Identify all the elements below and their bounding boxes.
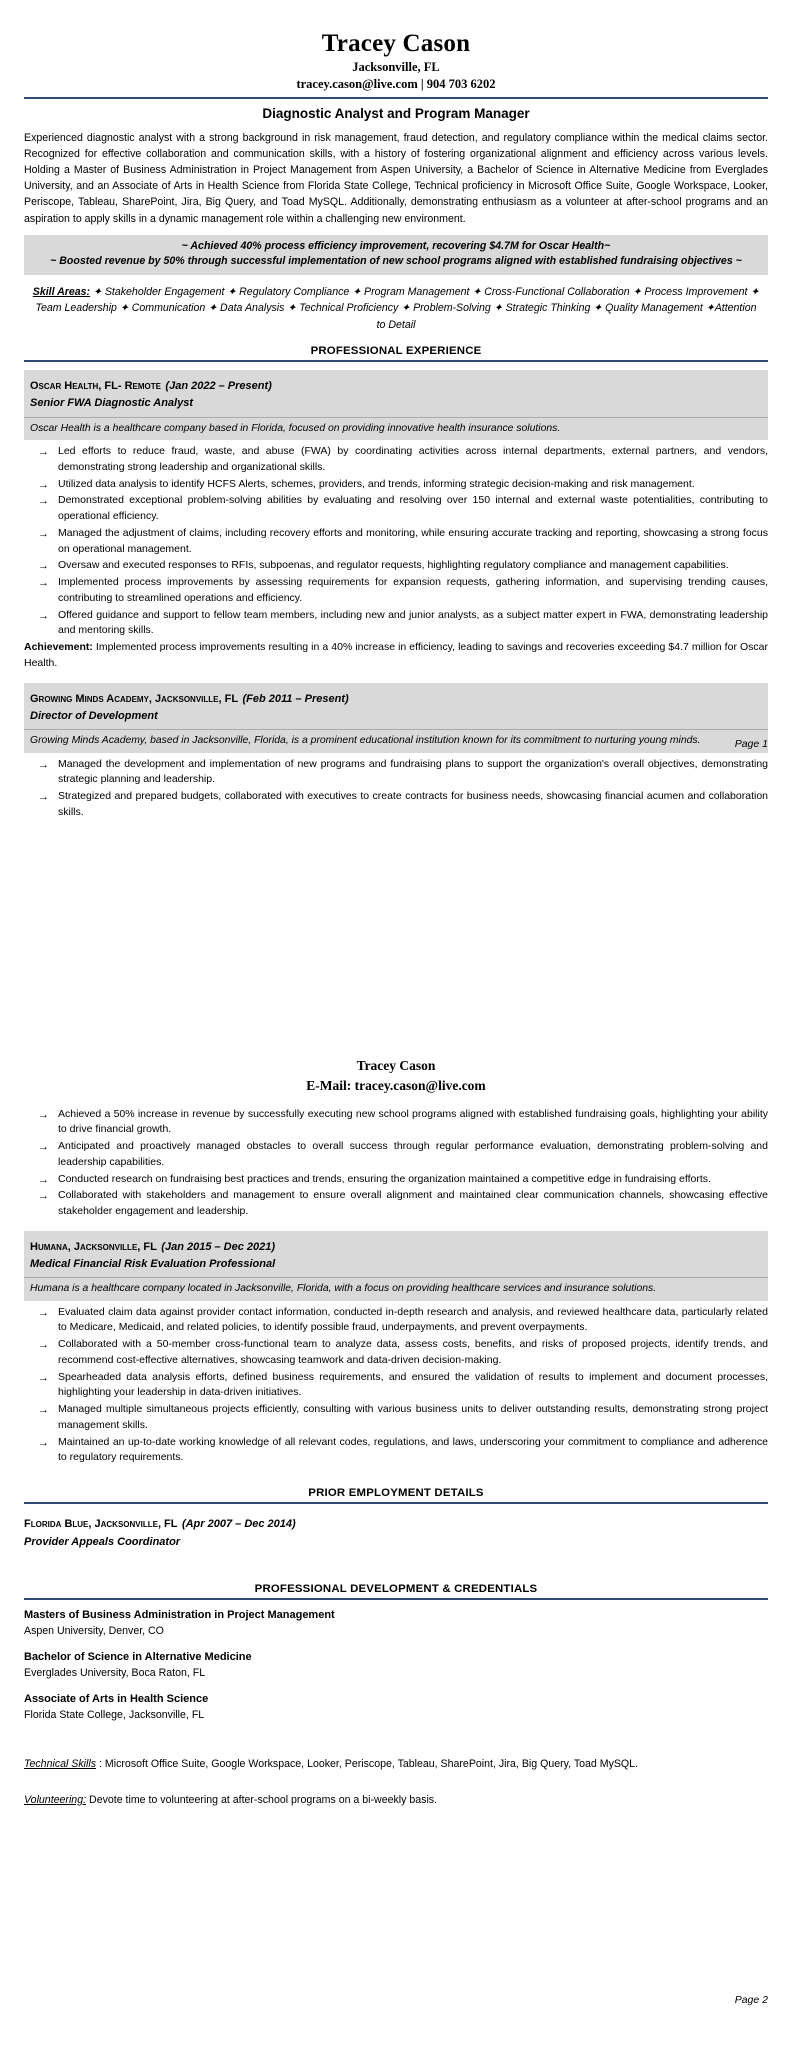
job-dates: (Jan 2015 – Dec 2021) — [161, 1240, 276, 1253]
arrow-icon: → — [38, 478, 49, 491]
arrow-icon: → — [38, 446, 49, 459]
page-footer: Page 2 — [734, 1994, 768, 2006]
page2-email: E-Mail: tracey.cason@live.com — [306, 1078, 486, 1094]
arrow-icon: → — [38, 1173, 49, 1186]
job-title: Medical Financial Risk Evaluation Professional — [30, 1257, 276, 1270]
job-company: Humana, Jacksonville, FL — [30, 1240, 157, 1253]
job-bullet — [24, 493, 768, 525]
job-bullet-text: Achieved a 50% increase in revenue by successfully executing new school programs aligned with established fundraising goals, highlighting your ability to drive financial growth. — [58, 1107, 768, 1136]
skill-areas-list: ✦ Stakeholder Engagement ✦ Regulatory Compliance ✦ Program Management ✦ Cross-Functional Collaboration ✦ Process Improvement ✦ Team Leadership ✦ Communication ✦ Data Analysis ✦ Technical Proficiency ✦ Problem-Solving ✦ Strategic Thinking ✦ Quality Management ✦Attention to Detail — [35, 286, 760, 331]
section-title-prior-employment: PRIOR EMPLOYMENT DETAILS — [308, 1487, 484, 1500]
job-bullet — [24, 757, 768, 789]
arrow-icon: → — [38, 1371, 49, 1384]
arrow-icon: → — [38, 1190, 49, 1203]
credential-degree: Bachelor of Science in Alternative Medicine — [24, 1651, 252, 1664]
arrow-icon: → — [38, 527, 49, 540]
job-bullet — [24, 1337, 768, 1369]
job-bullet-list — [24, 757, 768, 821]
job-header — [24, 1231, 768, 1278]
credential-entry — [24, 1650, 768, 1681]
continued-bullet-list — [24, 1107, 768, 1220]
arrow-icon: → — [38, 791, 49, 803]
resume-page-1 — [0, 0, 792, 1000]
header-divider — [24, 97, 768, 99]
skill-areas-label: Skill Areas: — [32, 286, 91, 299]
skill-areas — [24, 284, 768, 333]
job-bullet-list — [24, 444, 768, 639]
technical-skills-value: : Microsoft Office Suite, Google Workspace, Looker, Periscope, Tableau, SharePoint, Jira, Big Query, Toad MySQL. — [99, 1757, 639, 1770]
arrow-icon: → — [38, 1339, 49, 1352]
job-company: Oscar Health, FL- Remote — [30, 380, 161, 393]
job-entry — [24, 370, 768, 671]
job-bullet — [24, 1435, 768, 1467]
job-bullet-text: Oversaw and executed responses to RFIs, subpoenas, and regulator requests, highlighting regulatory compliance and management capabilities. — [58, 559, 729, 572]
job-bullet — [24, 444, 768, 476]
job-bullet-text: Demonstrated exceptional problem-solving abilities by evaluating and resolving over 150 internal and external waste potentialities, contributing to operational efficiency. — [58, 494, 768, 523]
credential-school: Everglades University, Boca Raton, FL — [24, 1667, 206, 1680]
job-bullet — [24, 608, 768, 640]
page-footer: Page 1 — [734, 738, 768, 750]
job-dates: (Apr 2007 – Dec 2014) — [181, 1518, 296, 1531]
job-bullet — [24, 1107, 768, 1139]
job-bullet — [24, 1139, 768, 1171]
job-bullet — [24, 789, 768, 821]
section-title-credentials: PROFESSIONAL DEVELOPMENT & CREDENTIALS — [254, 1582, 538, 1595]
credential-entry — [24, 1608, 768, 1639]
job-bullet-text: Implemented process improvements by assessing requirements for expansion requests, gathering information, and supervising trending causes, contributing to streamlined operations and efficiency. — [58, 576, 768, 604]
job-title: Director of Development — [30, 709, 158, 722]
page2-header — [24, 1056, 768, 1097]
arrow-icon: → — [38, 1306, 49, 1319]
section-divider-credentials — [24, 1598, 768, 1600]
job-bullet-text: Conducted research on fundraising best practices and trends, ensuring the organization maintained a competitive edge in fundraising efforts. — [58, 1172, 711, 1185]
job-bullet-text: Collaborated with a 50-member cross-functional team to analyze data, assess costs, benefits, and risks of proposed projects, identify trends, and recommend cost-effective alternatives, showcasing teamwork and data-driven decision-making. — [58, 1338, 768, 1366]
key-achievement-item: ~ Achieved 40% process efficiency improvement, recovering $4.7M for Oscar Health~ — [181, 239, 611, 252]
arrow-icon: → — [38, 758, 49, 771]
job-title: Senior FWA Diagnostic Analyst — [30, 397, 193, 410]
job-bullet-text: Managed multiple simultaneous projects efficiently, consulting with various business units to deliver outstanding results, demonstrating strong project management skills. — [58, 1403, 768, 1431]
volunteering-row — [24, 1793, 768, 1809]
credential-degree: Associate of Arts in Health Science — [24, 1693, 209, 1706]
technical-skills-row — [24, 1757, 768, 1773]
job-bullet — [24, 1305, 768, 1337]
job-achievement-label: Achievement: — [24, 641, 93, 654]
section-divider-experience — [24, 360, 768, 362]
credential-school: Aspen University, Denver, CO — [24, 1624, 164, 1637]
job-bullet-text: Collaborated with stakeholders and management to ensure overall alignment and maintained clear communication channels, showcasing effective stakeholder engagement and leadership. — [58, 1189, 768, 1217]
job-bullet-text: Managed the adjustment of claims, including recovery efforts and monitoring, while ensuring accurate tracking and reporting, showcasing a strong focus on operational management. — [58, 526, 768, 555]
job-dates: (Jan 2022 – Present) — [165, 380, 272, 393]
job-bullet — [24, 575, 768, 607]
job-description: Humana is a healthcare company located in Jacksonville, Florida, with a focus on providing healthcare services and insurance solutions. — [24, 1278, 768, 1301]
job-description: Oscar Health is a healthcare company based in Florida, focused on providing innovative health insurance solutions. — [24, 418, 768, 441]
page2-candidate-name: Tracey Cason — [356, 1058, 436, 1073]
job-achievement-text: Implemented process improvements resulting in a 40% increase in efficiency, leading to savings and recoveries exceeding $4.7 million for Oscar Health. — [24, 641, 768, 669]
arrow-icon: → — [38, 1141, 49, 1153]
job-bullet-text: Utilized data analysis to identify HCFS Alerts, schemes, providers, and trends, informing strategic decision-making and risk management. — [58, 477, 695, 490]
job-bullet-text: Managed the development and implementation of new programs and fundraising plans to support the organization's overall objectives, demonstrating strategic planning and leadership. — [58, 757, 768, 786]
job-bullet-text: Maintained an up-to-date working knowledge of all relevant codes, regulations, and laws, underscoring your commitment to compliance and adherence to regulatory requirements. — [58, 1435, 768, 1464]
key-achievement-item: ~ Boosted revenue by 50% through successful implementation of new school programs aligned with established fundraising objectives ~ — [50, 255, 742, 268]
prior-job-entry — [24, 1512, 768, 1550]
resume-page-2 — [0, 1000, 792, 2048]
professional-summary: Experienced diagnostic analyst with a strong background in risk management, fraud detection, and regulatory compliance within the medical claims sector. Recognized for effective collaboration and communication skills, with a history of fostering organizational alignment and efficiency across various levels. Holding a Master of Business Administration in Project Management from Aspen University, a Bachelor of Science in Alternative Medicine from Everglades University, and an Associate of Arts in Health Science from Florida State College, Technical proficiency in Microsoft Office Suite, Google Workspace, Looker, Periscope, Tableau, SharePoint, Jira, Big Query, and Toad MySQL. Additionally, demonstrating enthusiasm as a volunteer at after-school programs and an aspiration to apply skills in a dynamic management role within a challenging new environment. — [24, 131, 768, 225]
technical-skills-label: Technical Skills — [24, 1757, 97, 1770]
job-dates: (Feb 2011 – Present) — [242, 692, 349, 705]
job-achievement — [24, 640, 768, 672]
candidate-headline: Diagnostic Analyst and Program Manager — [262, 105, 530, 121]
arrow-icon: → — [38, 1404, 49, 1417]
volunteering-label: Volunteering: — [24, 1793, 87, 1806]
job-bullet-text: Spearheaded data analysis efforts, defined business requirements, and ensured the validation of results to implement and document processes, highlighting your leadership in data-driven initiatives. — [58, 1370, 768, 1399]
section-title-experience: PROFESSIONAL EXPERIENCE — [310, 345, 482, 358]
arrow-icon: → — [38, 1108, 49, 1121]
job-bullet — [24, 477, 768, 493]
resume-header — [24, 30, 768, 121]
key-achievements-box — [24, 235, 768, 275]
job-bullet — [24, 1188, 768, 1220]
job-description: Growing Minds Academy, based in Jacksonville, Florida, is a prominent educational institution known for its commitment to nurturing young minds. — [24, 730, 768, 753]
job-company: Florida Blue, Jacksonville, FL — [24, 1518, 178, 1531]
job-bullet — [24, 1172, 768, 1188]
job-entry — [24, 1231, 768, 1466]
job-title: Provider Appeals Coordinator — [24, 1535, 181, 1548]
arrow-icon: → — [38, 560, 49, 573]
job-header — [24, 370, 768, 417]
job-bullet — [24, 1370, 768, 1402]
candidate-name: Tracey Cason — [321, 30, 471, 57]
job-bullet-text: Strategized and prepared budgets, collaborated with executives to create contracts for business needs, showcasing financial acumen and collaboration skills. — [58, 790, 768, 818]
arrow-icon: → — [38, 495, 49, 508]
credential-entry — [24, 1692, 768, 1723]
candidate-contact: tracey.cason@live.com | 904 703 6202 — [296, 76, 496, 91]
arrow-icon: → — [38, 1436, 49, 1449]
arrow-icon: → — [38, 609, 49, 622]
credential-degree: Masters of Business Administration in Project Management — [24, 1608, 335, 1621]
job-bullet — [24, 1402, 768, 1434]
credential-school: Florida State College, Jacksonville, FL — [24, 1709, 205, 1722]
arrow-icon: → — [38, 577, 49, 590]
job-header — [24, 683, 768, 730]
volunteering-value: Devote time to volunteering at after-school programs on a bi-weekly basis. — [89, 1793, 438, 1806]
section-divider-prior-employment — [24, 1502, 768, 1504]
job-bullet-text: Anticipated and proactively managed obstacles to overall success through regular performance evaluation, demonstrating problem-solving and leadership capabilities. — [58, 1140, 768, 1168]
candidate-location: Jacksonville, FL — [352, 59, 440, 74]
job-bullet-text: Evaluated claim data against provider contact information, conducted in-depth research and analysis, and reviewed healthcare data, particularly related to Medicare, Medicaid, and related policies, to identify possible fraud, underpayments, and prevent overpayments. — [58, 1305, 768, 1334]
job-bullet — [24, 526, 768, 558]
job-bullet-text: Led efforts to reduce fraud, waste, and abuse (FWA) by coordinating activities across internal departments, external partners, and vendors, demonstrating strong leadership and organizational skills. — [58, 445, 768, 473]
job-bullet-list — [24, 1305, 768, 1467]
job-entry — [24, 683, 768, 821]
job-bullet — [24, 558, 768, 574]
job-bullet-text: Offered guidance and support to fellow team members, including new and junior analysts, as a subject matter expert in FWA, demonstrating leadership and mentoring skills. — [58, 608, 768, 637]
job-company: Growing Minds Academy, Jacksonville, FL — [30, 692, 239, 705]
